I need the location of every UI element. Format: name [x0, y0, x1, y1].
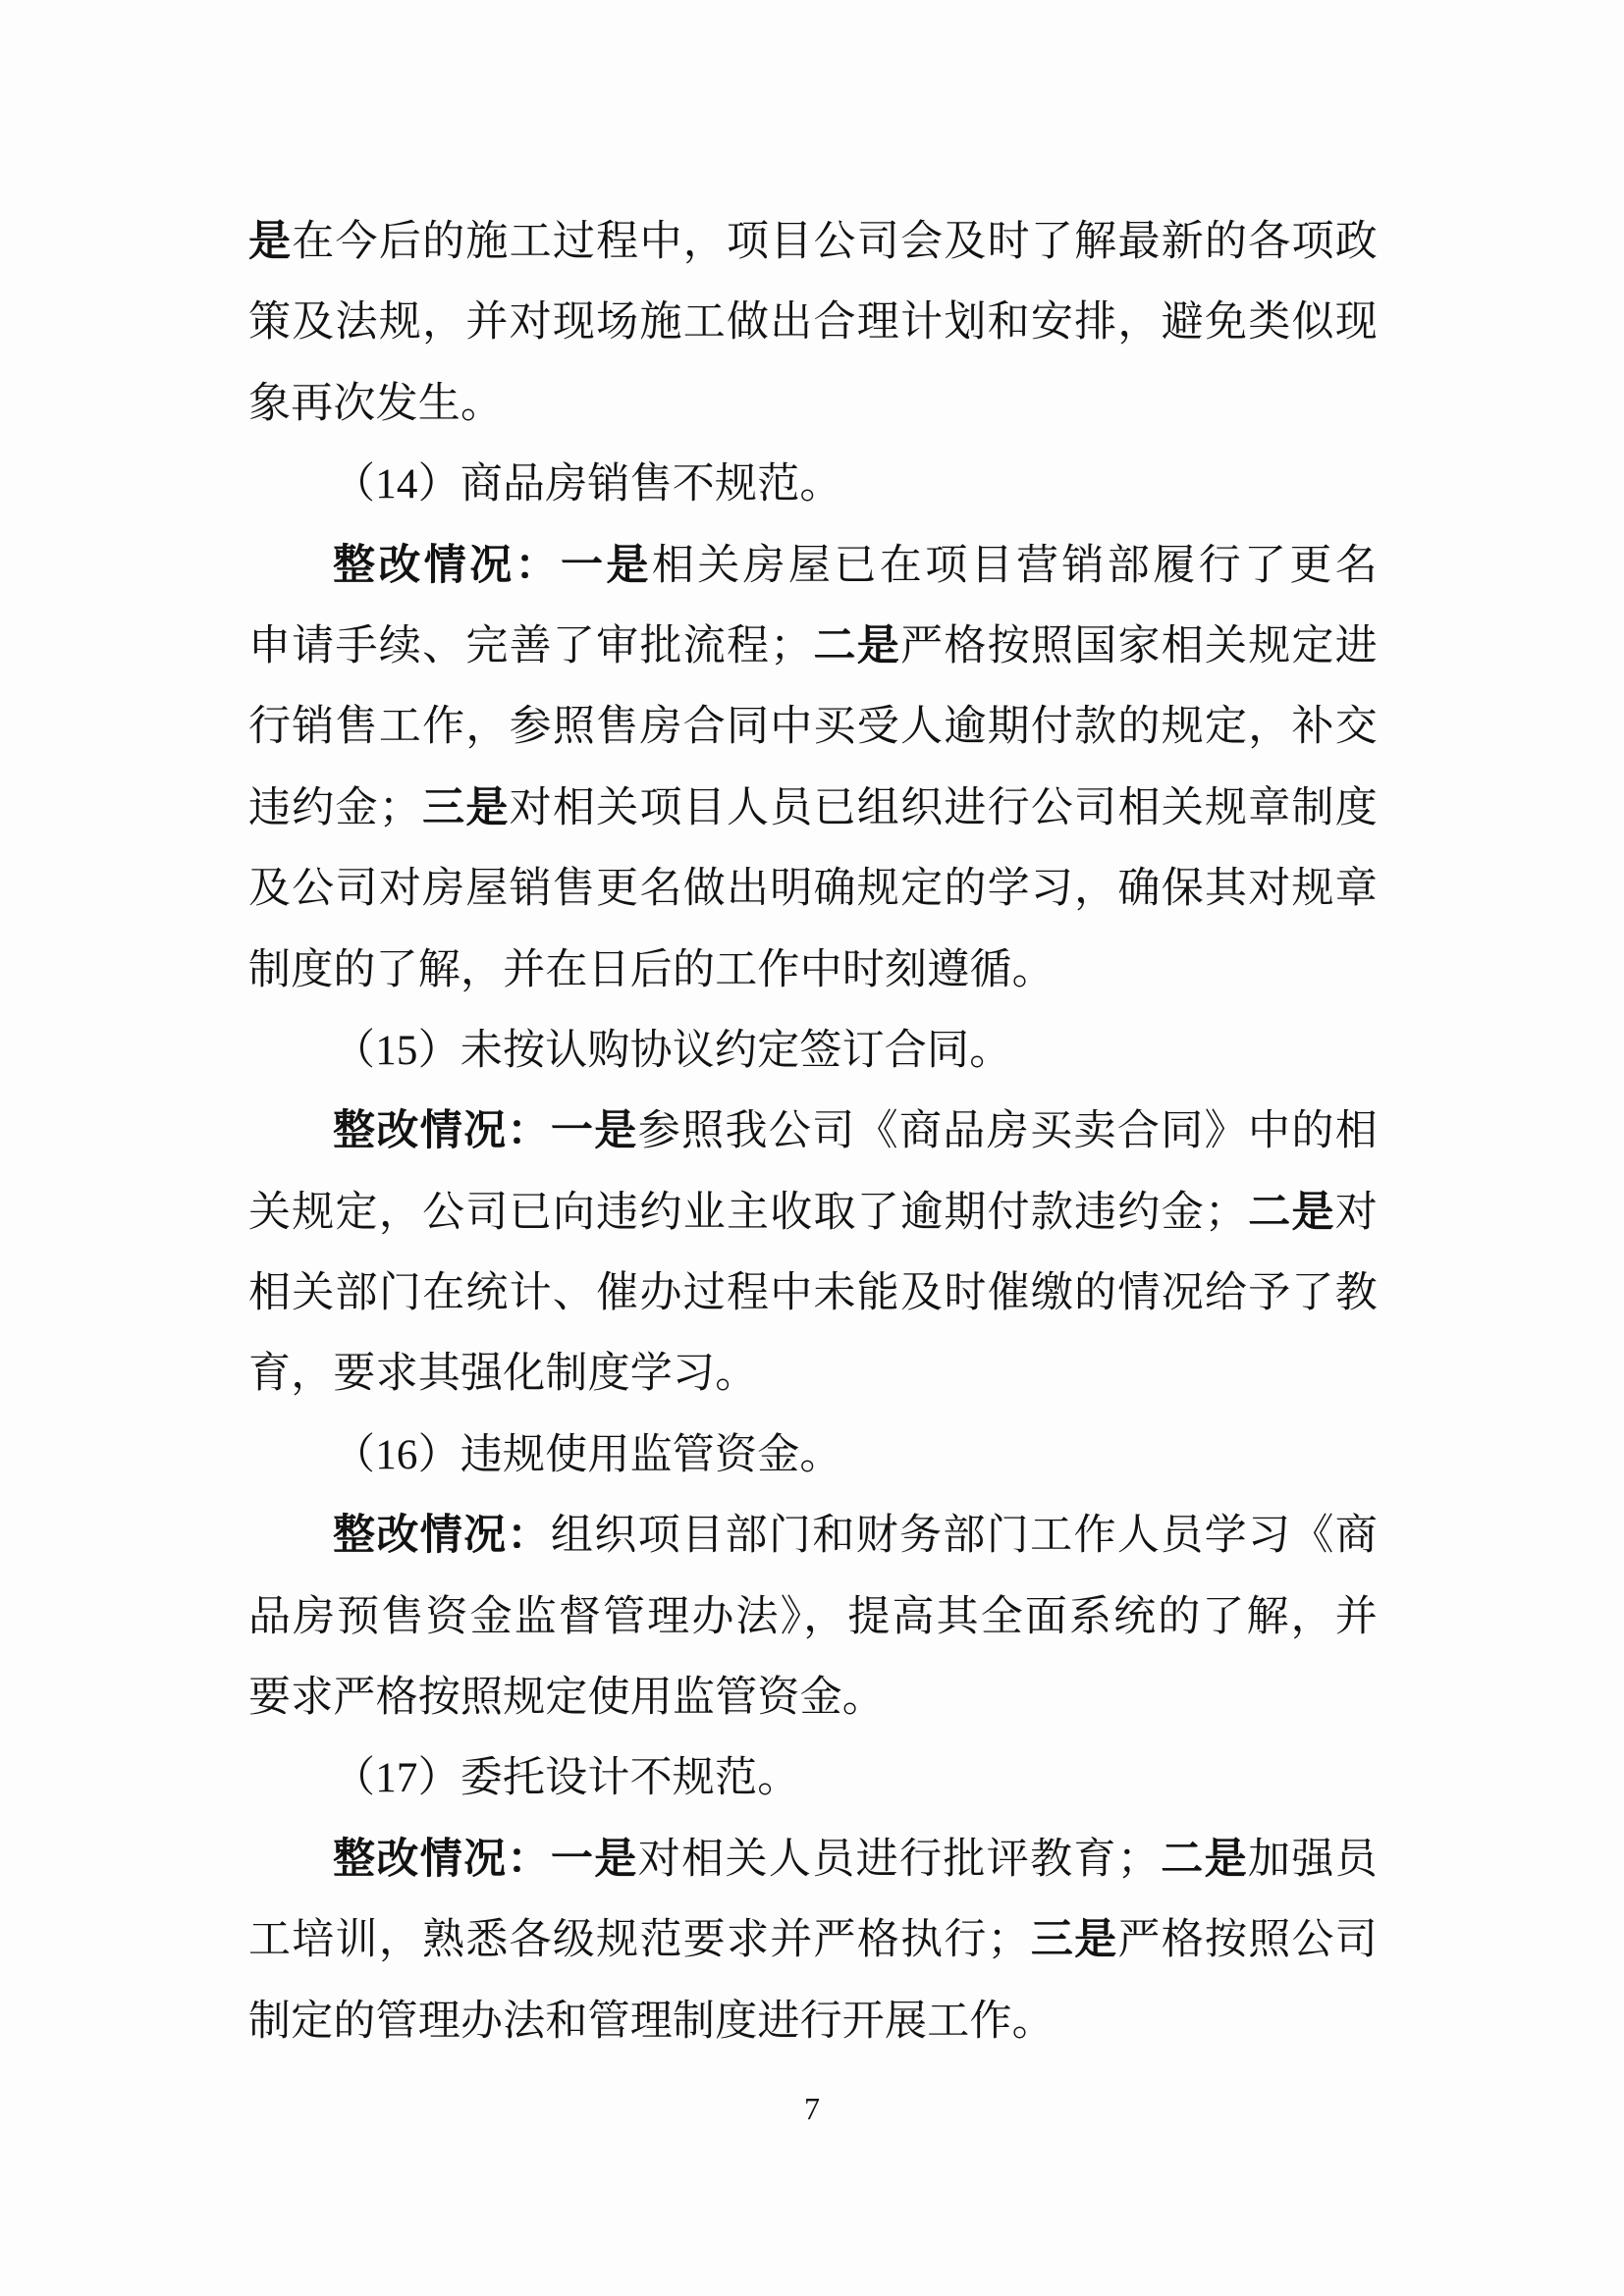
text-run: 育，要求其强化制度学习。 [248, 1351, 758, 1398]
text-run: 品房预售资金监督管理办法》，提高其全面系统的了解，并 [248, 1593, 1378, 1640]
text-run: 制度的了解，并在日后的工作中时刻遵循。 [248, 946, 1055, 993]
text-line [248, 1738, 1378, 1819]
bold-run: 是 [248, 219, 293, 265]
bold-run: 整改情况： [333, 1836, 551, 1883]
bold-run: 一是 [550, 1836, 638, 1883]
bold-run: 一是 [550, 1108, 638, 1155]
text-line [248, 1900, 1378, 1981]
bold-run: 整改情况： [333, 1513, 551, 1560]
text-run: （15）未按认购协议约定签订合同。 [333, 1027, 1012, 1074]
text-line [248, 1334, 1378, 1415]
bold-run: 整改情况： [333, 542, 561, 589]
text-line [248, 1982, 1378, 2062]
text-line [248, 769, 1378, 849]
text-run: 行销售工作，参照售房合同中买受人逾期付款的规定，补交 [248, 704, 1378, 751]
text-line [248, 283, 1378, 363]
text-run: 参照我公司《商品房买卖合同》中的相 [637, 1108, 1379, 1155]
text-run: （14）商品房销售不规范。 [333, 461, 842, 508]
text-run: 申请手续、完善了审批流程； [248, 622, 813, 669]
text-run: 加强员 [1248, 1836, 1379, 1883]
text-run: （17）委托设计不规范。 [333, 1755, 800, 1802]
text-run: 要求严格按照规定使用监管资金。 [248, 1675, 885, 1722]
text-line [248, 687, 1378, 768]
bold-run: 一是 [561, 542, 652, 589]
text-line [248, 364, 1378, 445]
text-run: 对相关人员进行批评教育； [637, 1836, 1161, 1883]
text-line [248, 1254, 1378, 1334]
text-run: 在今后的施工过程中，项目公司会及时了解最新的各项政 [292, 219, 1379, 265]
text-run: 对 [1334, 1189, 1378, 1236]
text-line [248, 1092, 1378, 1172]
text-run: 对相关项目人员已组织进行公司相关规章制度 [509, 784, 1378, 831]
bold-run: 二是 [1160, 1836, 1249, 1883]
text-line [248, 1011, 1378, 1092]
text-run: 及公司对房屋销售更名做出明确规定的学习，确保其对规章 [248, 866, 1378, 913]
text-run: 组织项目部门和财务部门工作人员学习《商 [550, 1513, 1378, 1560]
text-run: 制定的管理办法和管理制度进行开展工作。 [248, 1998, 1055, 2045]
document-text [248, 202, 1378, 2062]
text-line [248, 1658, 1378, 1738]
text-line [248, 445, 1378, 525]
text-line [248, 607, 1378, 687]
text-run: 严格按照国家相关规定进 [900, 622, 1379, 669]
bold-run: 二是 [812, 622, 901, 669]
text-run: 关规定，公司已向违约业主收取了逾期付款违约金； [248, 1189, 1248, 1236]
page-number: 7 [804, 2091, 820, 2126]
text-run: 象再次发生。 [248, 380, 504, 427]
text-run: 工培训，熟悉各级规范要求并严格执行； [248, 1917, 1030, 1964]
text-line [248, 849, 1378, 930]
text-line [248, 202, 1378, 283]
bold-run: 三是 [421, 784, 510, 831]
bold-run: 整改情况： [333, 1108, 551, 1155]
text-line [248, 526, 1378, 607]
text-line [248, 931, 1378, 1011]
bold-run: 二是 [1247, 1189, 1335, 1236]
text-line [248, 1173, 1378, 1254]
text-run: 违约金； [248, 784, 422, 831]
text-run: （16）违规使用监管资金。 [333, 1431, 842, 1478]
text-run: 相关房屋已在项目营销部履行了更名 [651, 542, 1379, 589]
text-line [248, 1577, 1378, 1658]
text-run: 相关部门在统计、催办过程中未能及时催缴的情况给予了教 [248, 1270, 1378, 1317]
text-run: 策及法规，并对现场施工做出合理计划和安排，避免类似现 [248, 299, 1378, 347]
text-line [248, 1496, 1378, 1576]
text-run: 严格按照公司 [1117, 1917, 1378, 1964]
text-line [248, 1415, 1378, 1496]
text-line [248, 1820, 1378, 1900]
bold-run: 三是 [1029, 1917, 1118, 1964]
